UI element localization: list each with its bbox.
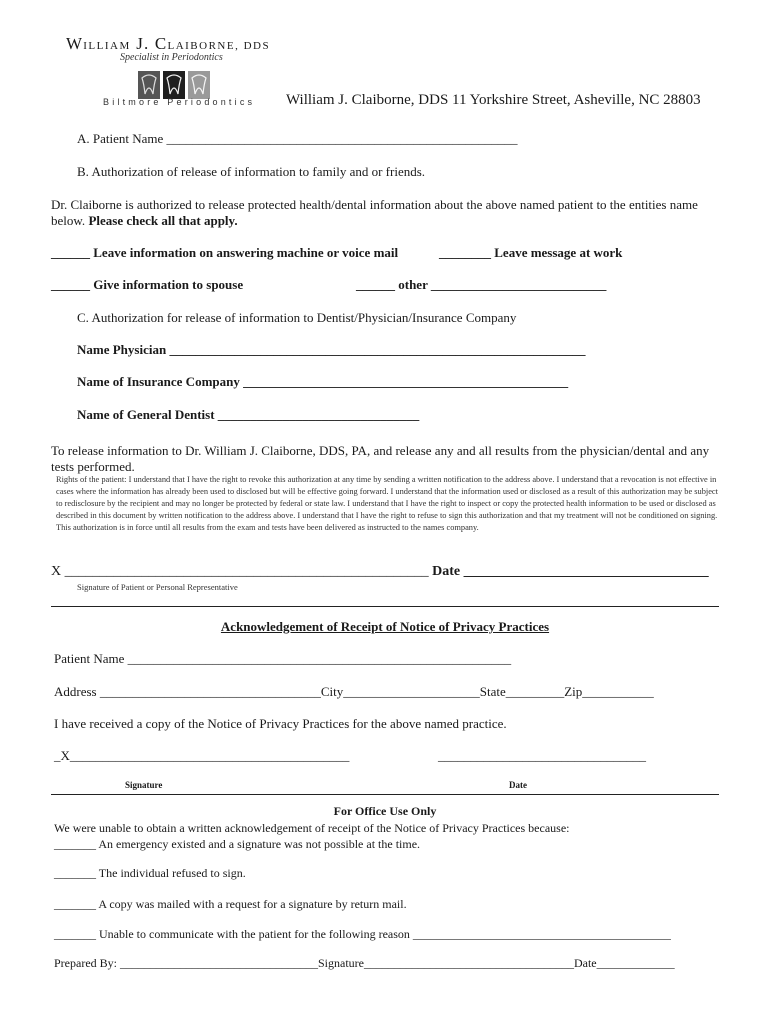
practice-name-initial-w: W <box>66 34 84 53</box>
ack-patient-name-field[interactable]: Patient Name ___________________________________________________________ <box>54 651 512 666</box>
section-c-heading: C. Authorization for release of information to Dentist/Physician/Insurance Company <box>77 310 517 325</box>
reason-refused[interactable]: _______ The individual refused to sign. <box>54 866 246 880</box>
option-answering-machine[interactable]: ______ Leave information on answering machine or voice mail <box>51 245 399 260</box>
office-use-intro: We were unable to obtain a written acknowledgement of receipt of the Notice of Privacy Practices because: <box>54 821 570 835</box>
practice-name-dds: , DDS <box>235 40 271 52</box>
office-use-title: For Office Use Only <box>333 804 437 818</box>
acknowledgement-title: Acknowledgement of Receipt of Notice of Privacy Practices <box>220 619 550 634</box>
practice-address: William J. Claiborne, DDS 11 Yorkshire Street, Asheville, NC 28803 <box>286 92 701 108</box>
office-divider <box>51 794 719 795</box>
physician-name-field[interactable]: Name Physician ________________________________________________________________ <box>77 342 586 357</box>
signature-caption: Signature of Patient or Personal Representative <box>77 582 238 592</box>
authorization-intro-text: Dr. Claiborne is authorized to release protected health/dental information about the above named patient to the entities name below. <box>51 197 698 228</box>
section-divider <box>51 606 719 607</box>
patient-name-field[interactable]: A. Patient Name ______________________________________________________ <box>77 131 518 146</box>
patient-signature-x: X ____________________________________________________ <box>51 564 433 579</box>
reason-unable-to-communicate[interactable]: _______ Unable to communicate with the patient for the following reason ___________________________________________ <box>54 927 671 941</box>
authorization-intro <box>51 197 719 229</box>
insurance-name-field[interactable]: Name of Insurance Company __________________________________________________ <box>77 374 569 389</box>
practice-name-illiam: ILLIAM <box>83 40 131 52</box>
ack-signature-caption: Signature <box>125 780 163 790</box>
ack-received-statement: I have received a copy of the Notice of Privacy Practices for the above named practice. <box>54 716 507 731</box>
specialty-subtitle: Specialist in Periodontics <box>120 52 223 63</box>
practice-name-initial-c: C <box>154 34 168 53</box>
reason-mailed[interactable]: _______ A copy was mailed with a request for a signature by return mail. <box>54 897 407 911</box>
practice-name-j: J. <box>130 34 155 53</box>
option-other[interactable]: ______ other ___________________________ <box>356 277 607 292</box>
option-spouse[interactable]: ______ Give information to spouse <box>51 277 244 292</box>
ack-date-caption: Date <box>509 780 527 790</box>
patient-signature-date: Date ___________________________________ <box>432 564 709 579</box>
ack-date-line[interactable]: ________________________________ <box>438 748 646 763</box>
general-dentist-field[interactable]: Name of General Dentist _______________________________ <box>77 407 420 422</box>
prepared-by-line[interactable]: Prepared By: _________________________________Signature___________________________________Date_____________ <box>54 956 675 970</box>
option-message-at-work[interactable]: ________ Leave message at work <box>439 245 623 260</box>
practice-name-laiborne: LAIBORNE <box>167 40 236 52</box>
practice-name <box>66 34 270 54</box>
patient-signature-line[interactable] <box>51 564 709 580</box>
logo-caption: Biltmore Periodontics <box>103 97 256 107</box>
reason-emergency[interactable]: _______ An emergency existed and a signature was not possible at the time. <box>54 837 421 851</box>
tooth-logo-icon <box>136 70 212 100</box>
release-statement: To release information to Dr. William J. Claiborne, DDS, PA, and release any and all results from the physician/dental and any tests performed. <box>51 443 710 474</box>
patient-rights-text: Rights of the patient: I understand that I have the right to revoke this authorization at any time by sending a written notification to the address above. I understand that a revocation is not effective in cases where the information has already been used to disclosed but will be effective going forward. I understand that the information used or disclosed as a result of this authorization may be subject to redisclosure by the recipient and may no longer be protected by federal or state law. I understand that I have the right to inspect or copy the protected health information to be used or disclosed as described in this document by written notification to the address above. I understand that I have the right to refuse to sign this authorization and that my treatment will not be conditioned on signing. This authorization is in force until all results from the exam and tests have been delivered as instructed to the names company. <box>56 475 718 533</box>
ack-address-field[interactable]: Address __________________________________City_____________________State_________Zip___________ <box>54 684 654 699</box>
authorization-intro-emphasis: Please check all that apply. <box>88 213 238 228</box>
section-b-heading: B. Authorization of release of information to family and or friends. <box>77 164 426 179</box>
ack-signature-line[interactable]: _X___________________________________________ <box>54 748 350 763</box>
